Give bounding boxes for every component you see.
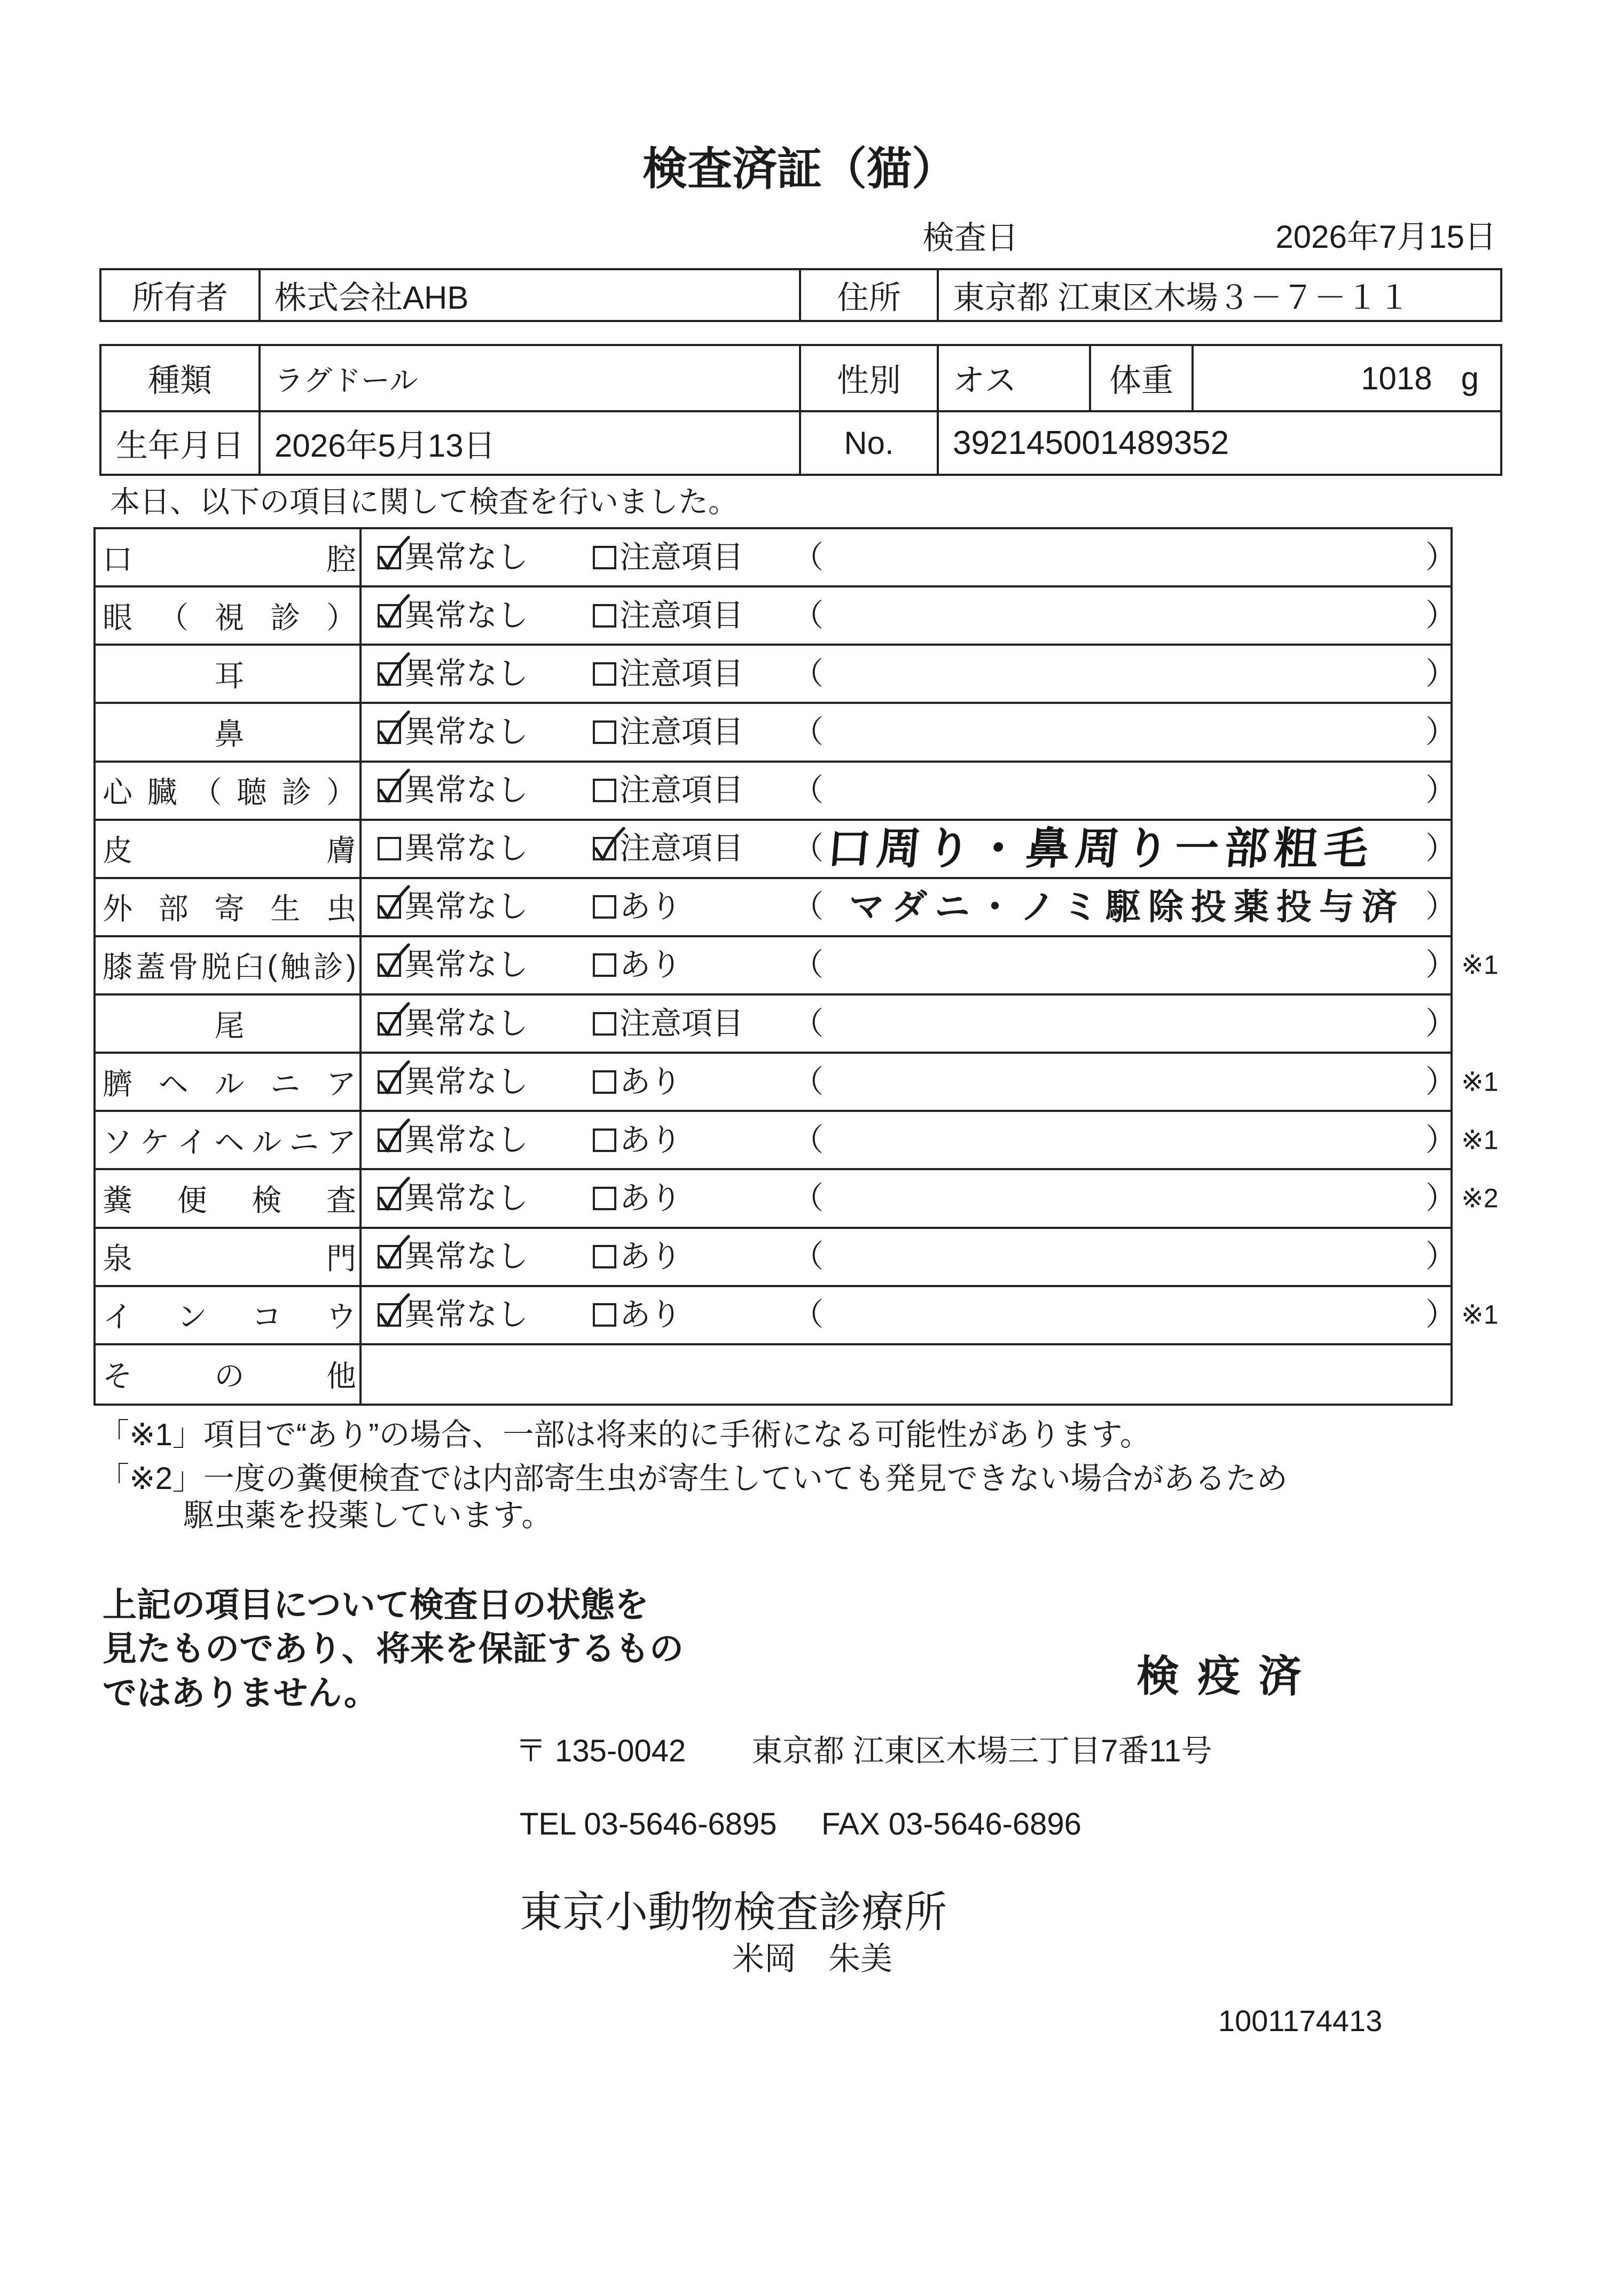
check-item-label: [96, 1054, 362, 1110]
secondary-checkbox: [593, 1070, 616, 1094]
close-paren: ）: [1425, 1122, 1457, 1157]
label-char: 便: [177, 1184, 207, 1218]
normal-checkbox: [378, 1012, 401, 1036]
check-row: [96, 1170, 1499, 1228]
normal-checkbox: [378, 1187, 401, 1210]
footnote-2: 「※2」一度の糞便検査では内部寄生虫が寄生していても発見できない場合があるため: [98, 1461, 1288, 1496]
close-paren: ）: [1425, 1181, 1457, 1216]
close-paren: ）: [1425, 539, 1457, 575]
close-paren: ）: [1425, 1239, 1457, 1274]
label-char: 膝: [103, 950, 132, 984]
label-char: 蓋: [135, 950, 166, 984]
normal-checkbox: [378, 837, 401, 860]
secondary-option-label: 注意項目: [620, 715, 744, 750]
secondary-option-label: 注意項目: [620, 656, 744, 691]
check-item-label: [96, 1112, 362, 1168]
secondary-option-label: あり: [620, 1064, 682, 1099]
secondary-checkbox: [593, 1245, 616, 1268]
open-paren: （: [793, 1006, 824, 1041]
label-char: （: [158, 600, 189, 634]
normal-checkbox: [378, 779, 401, 802]
label-char: 心: [103, 775, 132, 810]
normal-checkbox: [378, 953, 401, 977]
check-item-label: [96, 821, 362, 877]
label-char: 視: [214, 600, 245, 634]
normal-checkbox: [378, 1129, 401, 1152]
close-paren: ）: [1425, 831, 1457, 866]
label-char: ニ: [270, 1067, 301, 1101]
label-char: 皮: [103, 834, 132, 868]
weight-unit: g: [1461, 360, 1479, 396]
clinic-postal-code: 〒 135-0042: [515, 1734, 686, 1768]
normal-option-label: 異常なし: [404, 831, 529, 866]
check-row: [96, 646, 1457, 704]
label-char: 触: [280, 950, 310, 984]
check-item-label: [96, 529, 362, 585]
normal-option-label: 異常なし: [404, 773, 529, 808]
secondary-option-label: あり: [620, 947, 682, 983]
label-char: 外: [103, 892, 132, 926]
label-char: ヘ: [158, 1067, 189, 1101]
document-number: 1001174413: [1218, 2004, 1383, 2038]
label-char: 診: [313, 950, 343, 984]
label-char: 寄: [214, 892, 245, 926]
label-char: イ: [103, 1300, 132, 1334]
label-char: 脱: [201, 950, 232, 984]
close-paren: ）: [1425, 1297, 1457, 1333]
sex-label: 性別: [801, 346, 939, 410]
label-char: ケ: [139, 1125, 170, 1159]
secondary-checkbox: [593, 720, 616, 744]
label-char: 生: [270, 892, 301, 926]
secondary-option-label: あり: [620, 1122, 682, 1157]
label-char: 骨: [168, 950, 199, 984]
label-char: ル: [214, 1067, 245, 1101]
secondary-checkbox: [593, 1129, 616, 1152]
normal-option-label: 異常なし: [404, 598, 529, 633]
secondary-option-label: あり: [620, 1297, 682, 1333]
check-item-label: [96, 704, 362, 760]
label-char: 診: [281, 775, 312, 810]
secondary-checkbox: [593, 895, 616, 919]
open-paren: （: [793, 656, 824, 691]
check-row: [96, 1345, 1451, 1404]
check-row: [96, 1112, 1499, 1170]
clinic-fax: FAX 03-5646-6896: [821, 1807, 1081, 1841]
label-char: 臓: [147, 775, 177, 810]
disclaimer-line: ではありません。: [103, 1674, 378, 1712]
check-row: [96, 587, 1457, 646]
open-paren: （: [793, 539, 824, 575]
secondary-checkbox: [593, 1187, 616, 1210]
check-row: [96, 704, 1457, 762]
address-label: 住所: [801, 270, 939, 320]
intro-text: 本日、以下の項目に関して検査を行いました。: [110, 485, 738, 519]
secondary-checkbox: [593, 1012, 616, 1036]
open-paren: （: [793, 1064, 824, 1099]
normal-option-label: 異常なし: [404, 1181, 529, 1216]
normal-checkbox: [378, 662, 401, 686]
number-value: 392145001489352: [953, 425, 1229, 461]
label-char: 尾: [214, 1008, 245, 1043]
close-paren: ）: [1425, 715, 1457, 750]
birth-label: 生年月日: [101, 412, 261, 474]
close-paren: ）: [1425, 947, 1457, 983]
label-char: (: [267, 948, 278, 982]
footnote-mark: ※2: [1461, 1183, 1499, 1213]
pet-row-breed: [101, 346, 1500, 412]
label-char: 他: [326, 1359, 356, 1393]
label-char: ): [346, 948, 356, 982]
label-char: コ: [252, 1300, 282, 1334]
close-paren: ）: [1425, 598, 1457, 633]
weight-label: 体重: [1091, 346, 1194, 410]
open-paren: （: [793, 831, 824, 866]
label-char: 耳: [214, 659, 245, 693]
owner-table: [99, 268, 1502, 322]
label-char: 虫: [326, 892, 356, 926]
check-item-label: [96, 763, 362, 819]
normal-checkbox: [378, 895, 401, 919]
address-value: 東京都 江東区木場３－７－１１: [953, 279, 1410, 316]
open-paren: （: [793, 947, 824, 983]
open-paren: （: [793, 715, 824, 750]
check-row: [96, 763, 1457, 821]
secondary-option-label: あり: [620, 1181, 682, 1216]
open-paren: （: [793, 1297, 824, 1333]
clinic-name: 東京小動物検査診療所: [520, 1888, 947, 1936]
inspection-date-label: 検査日: [922, 220, 1018, 256]
normal-option-label: 異常なし: [404, 715, 529, 750]
clinic-tel: TEL 03-5646-6895: [520, 1807, 777, 1841]
disclaimer-line: 上記の項目について検査日の状態を: [103, 1586, 649, 1624]
secondary-option-label: あり: [620, 889, 682, 924]
secondary-option-label: 注意項目: [620, 1006, 744, 1041]
check-row: [96, 529, 1457, 587]
check-item-label: [96, 937, 362, 993]
open-paren: （: [793, 1181, 824, 1216]
check-item-label: [96, 996, 362, 1052]
label-char: ア: [326, 1067, 356, 1101]
label-char: 泉: [103, 1242, 132, 1276]
check-item-label: [96, 1170, 362, 1226]
check-row: [96, 996, 1457, 1054]
normal-option-label: 異常なし: [404, 947, 529, 983]
normal-option-label: 異常なし: [404, 1006, 529, 1041]
normal-option-label: 異常なし: [404, 1239, 529, 1274]
check-item-label: [96, 646, 362, 702]
secondary-checkbox: [593, 779, 616, 802]
check-item-label: [96, 1345, 362, 1404]
pet-row-birth: [101, 412, 1500, 474]
sex-value: オス: [939, 346, 1091, 410]
normal-checkbox: [378, 546, 401, 569]
secondary-checkbox: [593, 953, 616, 977]
normal-checkbox: [378, 1303, 401, 1327]
close-paren: ）: [1425, 773, 1457, 808]
weight-cell: [1194, 346, 1500, 410]
quarantine-stamp: 検 疫 済: [1136, 1652, 1305, 1700]
label-char: 膚: [326, 834, 356, 868]
footnote-mark: ※1: [1461, 1067, 1499, 1097]
owner-label: 所有者: [101, 270, 261, 320]
normal-option-label: 異常なし: [404, 1122, 529, 1157]
footnote-2-continued: 駆虫薬を投薬しています。: [183, 1498, 553, 1533]
check-item-label: [96, 1287, 362, 1343]
label-char: ）: [326, 775, 356, 810]
handwritten-note: 口周り・鼻周り一部粗毛: [825, 823, 1376, 875]
normal-checkbox: [378, 604, 401, 628]
label-char: 聴: [237, 775, 267, 810]
secondary-option-label: あり: [620, 1239, 682, 1274]
label-char: ウ: [326, 1300, 356, 1334]
label-char: ）: [326, 600, 356, 634]
open-paren: （: [793, 773, 824, 808]
secondary-option-label: 注意項目: [620, 598, 744, 633]
open-paren: （: [793, 598, 824, 633]
birth-value: 2026年5月13日: [261, 412, 801, 474]
open-paren: （: [793, 1239, 824, 1274]
check-row: [96, 937, 1499, 996]
clinic-person: 米岡 朱美: [732, 1941, 892, 1977]
secondary-checkbox: [593, 1303, 616, 1327]
label-char: （: [192, 775, 222, 810]
check-item-label: [96, 1229, 362, 1285]
secondary-checkbox: [593, 604, 616, 628]
label-char: ル: [252, 1125, 282, 1159]
secondary-option-label: 注意項目: [620, 831, 744, 866]
secondary-option-label: 注意項目: [620, 773, 744, 808]
label-char: の: [214, 1359, 245, 1393]
normal-option-label: 異常なし: [404, 1064, 529, 1099]
normal-checkbox: [378, 720, 401, 744]
label-char: ン: [177, 1300, 207, 1334]
check-row: [96, 821, 1457, 879]
owner-row: [101, 270, 1500, 320]
breed-label: 種類: [101, 346, 261, 410]
label-char: 査: [326, 1184, 356, 1218]
check-item-label: [96, 587, 362, 644]
footnote-1: 「※1」項目で“あり”の場合、一部は将来的に手術になる可能性があります。: [98, 1417, 1151, 1452]
label-char: 検: [252, 1184, 282, 1218]
secondary-checkbox: [593, 546, 616, 569]
clinic-address: 東京都 江東区木場三丁目7番11号: [751, 1734, 1212, 1768]
footnote-mark: ※1: [1461, 1125, 1499, 1155]
label-char: ソ: [103, 1125, 132, 1159]
document-title: 検査済証（猫）: [642, 144, 957, 194]
normal-option-label: 異常なし: [404, 539, 529, 575]
normal-option-label: 異常なし: [404, 656, 529, 691]
weight-value: 1018: [1361, 360, 1432, 396]
label-char: 鼻: [214, 717, 245, 751]
secondary-checkbox: [593, 662, 616, 686]
pet-table: [99, 344, 1502, 476]
footnote-mark: ※1: [1461, 1299, 1499, 1330]
check-row: [96, 1229, 1457, 1287]
owner-value: 株式会社AHB: [261, 270, 801, 320]
close-paren: ）: [1425, 656, 1457, 691]
close-paren: ）: [1425, 889, 1457, 924]
check-row: [96, 1287, 1499, 1345]
label-char: 部: [158, 892, 189, 926]
label-char: ニ: [289, 1125, 319, 1159]
close-paren: ）: [1425, 1064, 1457, 1099]
label-char: 門: [326, 1242, 356, 1276]
secondary-option-label: 注意項目: [620, 539, 744, 575]
label-char: 口: [103, 542, 132, 576]
label-char: ヘ: [214, 1125, 245, 1159]
secondary-checkbox: [593, 837, 616, 860]
number-label: No.: [801, 412, 939, 474]
open-paren: （: [793, 1122, 824, 1157]
label-char: 臍: [103, 1067, 132, 1101]
close-paren: ）: [1425, 1006, 1457, 1041]
breed-value: ラグドール: [261, 346, 801, 410]
check-item-label: [96, 879, 362, 935]
label-char: 糞: [103, 1184, 132, 1218]
label-char: そ: [103, 1359, 132, 1393]
label-char: 診: [270, 600, 301, 634]
normal-option-label: 異常なし: [404, 1297, 529, 1333]
label-char: イ: [177, 1125, 207, 1159]
label-char: 臼: [234, 950, 264, 984]
normal-checkbox: [378, 1245, 401, 1268]
open-paren: （: [793, 889, 824, 924]
inspection-date-value: 2026年7月15日: [1275, 219, 1496, 255]
inspection-checklist: [93, 527, 1499, 1406]
label-char: 腔: [326, 542, 356, 576]
disclaimer-line: 見たものであり、将来を保証するもの: [103, 1629, 684, 1668]
label-char: 眼: [103, 600, 132, 634]
note-text: マダニ・ノミ駆除投薬投与済: [849, 887, 1405, 927]
normal-checkbox: [378, 1070, 401, 1094]
label-char: ア: [326, 1125, 356, 1159]
check-row: [96, 1054, 1499, 1112]
check-row: [96, 879, 1457, 937]
footnote-mark: ※1: [1461, 950, 1499, 980]
normal-option-label: 異常なし: [404, 889, 529, 924]
